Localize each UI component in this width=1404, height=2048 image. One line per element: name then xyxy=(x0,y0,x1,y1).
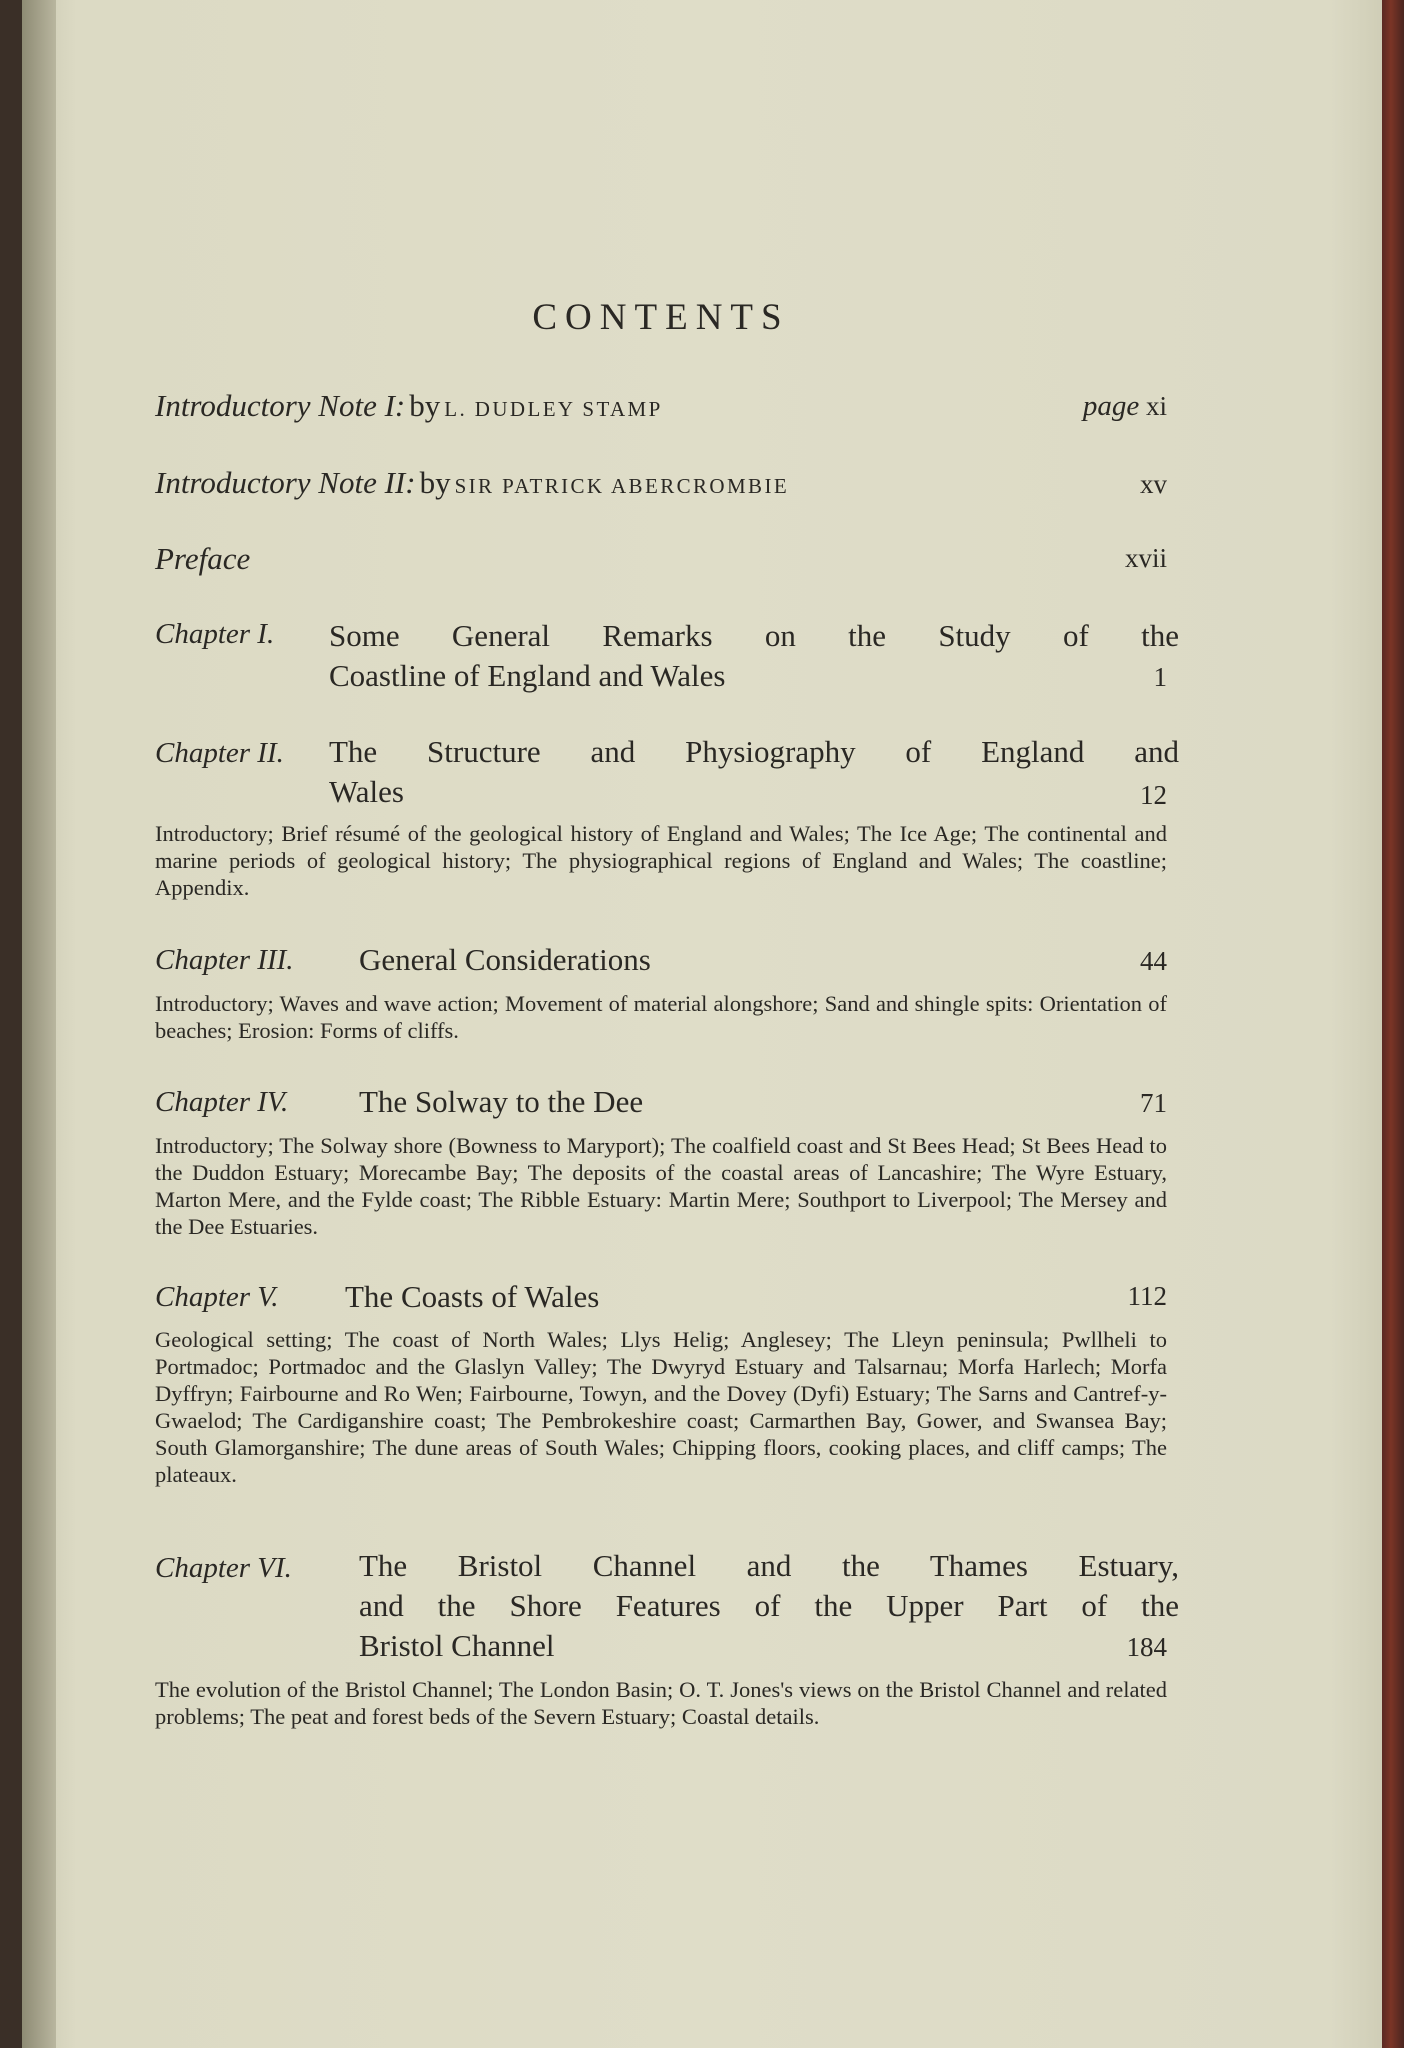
chapter-2-title-line-1: The Structure and Physiography of England and xyxy=(329,734,1179,769)
intro-note-2-page: xv xyxy=(1140,469,1167,499)
chapter-2-title-line-2: Wales xyxy=(329,774,404,809)
intro-note-2 xyxy=(155,465,1167,505)
chapter-5-page: 112 xyxy=(1127,1281,1167,1311)
chapter-1-label: Chapter I. xyxy=(155,618,275,650)
chapter-2-title xyxy=(329,732,1181,812)
chapter-4-page: 71 xyxy=(1140,1088,1167,1118)
chapter-5-entry xyxy=(155,1277,1167,1321)
chapter-3-label: Chapter III. xyxy=(155,944,294,976)
intro-note-2-by: by xyxy=(419,465,451,500)
gutter-shadow xyxy=(22,0,56,2048)
page-title: CONTENTS xyxy=(532,297,790,338)
intro-note-1-page xyxy=(1083,390,1167,423)
intro-note-2-label: Introductory Note II: xyxy=(155,465,416,500)
intro-note-2-author: SIR PATRICK ABERCROMBIE xyxy=(454,474,790,498)
chapter-5-summary: Geological setting; The coast of North Wales; Llys Helig; Anglesey; The Lleyn peninsula; Pwllheli to Portmadoc; Portmadoc and the Glaslyn Valley; The Dwyryd Estuary and Talsarnau; Morfa Harlech; Morfa Dyffryn; Fairbourne and Ro Wen; Fairbourne, Towyn, and the Dovey (Dyfi) Estuary; The Sarns and Cantref-y-Gwaelod; The Cardiganshire coast; The Pembrokeshire coast; Carmarthen Bay, Gower, and Swansea Bay; South Glamorganshire; The dune areas of South Wales; Chipping floors, cooking places, and cliff camps; The plateaux. xyxy=(155,1327,1167,1487)
intro-note-1-page-number: xi xyxy=(1145,391,1167,421)
preface-page: xvii xyxy=(1124,543,1167,573)
intro-note-1-label: Introductory Note I: xyxy=(155,388,406,423)
page-word: page xyxy=(1082,390,1140,422)
chapter-1-title-line-1: Some General Remarks on the Study of the xyxy=(329,618,1179,653)
chapter-6-title-line-3: Bristol Channel xyxy=(359,1628,555,1663)
intro-note-1-author: L. DUDLEY STAMP xyxy=(444,397,663,421)
chapter-6-label: Chapter VI. xyxy=(155,1552,292,1584)
chapter-2-label: Chapter II. xyxy=(155,737,284,769)
chapter-4-title: The Solway to the Dee xyxy=(359,1084,644,1119)
chapter-1-title-line-2: Coastline of England and Wales xyxy=(329,658,726,693)
chapter-3-page: 44 xyxy=(1140,946,1167,976)
chapter-6-page: 184 xyxy=(1126,1632,1167,1662)
chapter-2-summary: Introductory; Brief résumé of the geological history of England and Wales; The Ice Age; The continental and marine periods of geological history; The physiographical regions of England and Wales; The coastline; Appendix. xyxy=(155,821,1167,900)
book-cover-edge xyxy=(1382,0,1404,2048)
chapter-6-title xyxy=(359,1546,1181,1666)
chapter-1-page: 1 xyxy=(1153,662,1167,692)
chapter-6-title-line-1: The Bristol Channel and the Thames Estuary, xyxy=(359,1548,1179,1583)
chapter-1-entry xyxy=(155,616,1179,706)
chapter-3-entry xyxy=(155,940,1167,984)
chapter-3-title: General Considerations xyxy=(359,942,651,977)
chapter-1-title xyxy=(329,616,1181,696)
preface-label: Preface xyxy=(155,541,251,576)
intro-note-1-by: by xyxy=(409,388,441,423)
preface-entry xyxy=(155,541,1167,581)
chapter-6-title-line-2: and the Shore Features of the Upper Part of the xyxy=(359,1588,1179,1623)
chapter-2-entry xyxy=(155,732,1179,822)
chapter-2-page: 12 xyxy=(1140,780,1167,810)
intro-note-1 xyxy=(155,388,1167,428)
chapter-5-label: Chapter V. xyxy=(155,1281,279,1313)
chapter-4-label: Chapter IV. xyxy=(155,1086,289,1118)
chapter-6-summary: The evolution of the Bristol Channel; The London Basin; O. T. Jones's views on the Bristol Channel and related problems; The peat and forest beds of the Severn Estuary; Coastal details. xyxy=(155,1677,1167,1729)
chapter-3-summary: Introductory; Waves and wave action; Movement of material alongshore; Sand and shingle spits: Orientation of beaches; Erosion: Forms of cliffs. xyxy=(155,991,1167,1043)
book-page xyxy=(22,0,1384,2048)
chapter-6-entry xyxy=(155,1546,1179,1676)
chapter-4-summary: Introductory; The Solway shore (Bowness to Maryport); The coalfield coast and St Bees Head; St Bees Head to the Duddon Estuary; Morecambe Bay; The deposits of the coastal areas of Lancashire; The Wyre Estuary, Marton Mere, and the Fylde coast; The Ribble Estuary: Martin Mere; Southport to Liverpool; The Mersey and the Dee Estuaries. xyxy=(155,1133,1167,1239)
chapter-4-entry xyxy=(155,1082,1167,1126)
chapter-5-title: The Coasts of Wales xyxy=(345,1279,600,1314)
